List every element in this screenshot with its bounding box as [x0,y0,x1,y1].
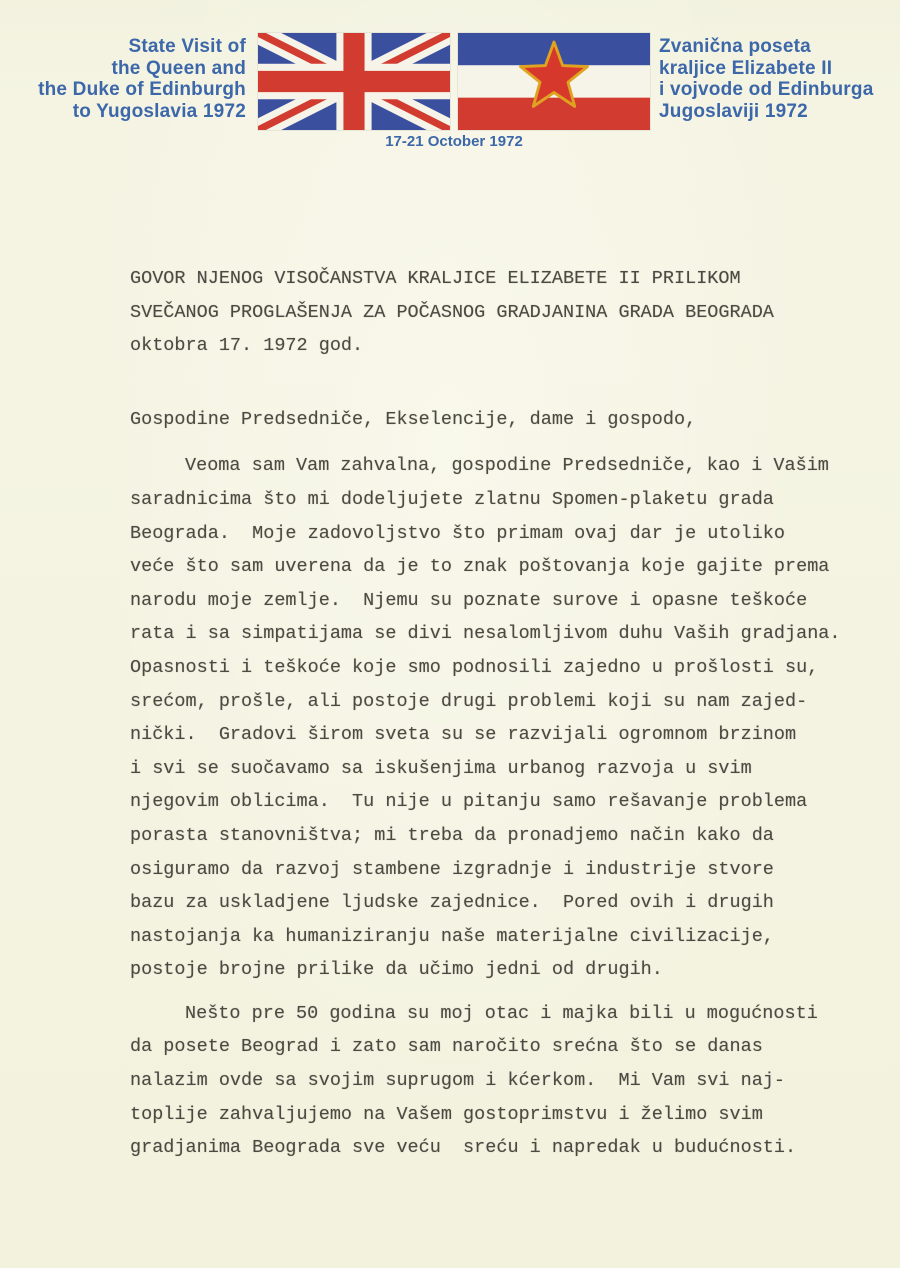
body-line: srećom, prošle, ali postoje drugi problemi koji su nam zajed- [130,690,808,712]
letterhead-line: the Duke of Edinburgh [38,79,246,100]
letterhead-line: kraljice Elizabete II [659,57,833,79]
body-line: njegovim oblicima. Tu nije u pitanju samo rešavanje problema [130,791,808,813]
visit-date: 17-21 October 1972 [385,133,523,150]
body-line: Veoma sam Vam zahvalna, gospodine Predsedniče, kao i Vašim [185,455,829,477]
letterhead-line: Jugoslaviji 1972 [659,100,808,122]
paragraph [130,449,846,987]
yugoslavia-flag-icon [458,33,650,130]
letterhead-line: State Visit of [128,36,246,57]
body-line: i svi se suočavamo sa iskušenjima urbanog razvoja u svim [130,757,752,779]
body-line: narodu moje zemlje. Njemu su poznate surove i opasne teškoće [130,589,808,611]
body-line: da posete Beograd i zato sam naročito srećna što se danas [130,1036,763,1058]
letterhead-serbian-title [659,36,899,122]
speech-title [130,262,846,363]
body-line: nastojanja ka humaniziranju naše materijalne civilizacije, [130,925,774,947]
body-line: saradnicima što mi dodeljujete zlatnu Spomen-plaketu grada [130,488,774,510]
body-line: gradjanima Beograda sve veću sreću i napredak u budućnosti. [130,1137,797,1159]
body-line: Opasnosti i teškoće koje smo podnosili zajedno u prošlosti su, [130,656,819,678]
letterhead-line: to Yugoslavia 1972 [72,100,246,122]
body-line: porasta stanovništva; mi treba da pronadjemo način kako da [130,824,774,846]
body-line: nalazim ovde sa svojim suprugom i kćerkom. Mi Vam svi naj- [130,1070,786,1092]
paragraph [130,997,846,1165]
title-line: GOVOR NJENOG VISOČANSTVA KRALJICE ELIZABETE II PRILIKOM [130,268,741,289]
title-line: oktobra 17. 1972 god. [130,335,364,357]
letterhead-flags [258,33,650,130]
body-line: veće što sam uverena da je to znak poštovanja koje gajite prema [130,556,830,578]
title-line: SVEČANOG PROGLAŠENJA ZA POČASNOG GRADJANINA GRADA BEOGRADA [130,301,774,323]
letterhead-line: the Queen and [111,57,246,79]
typed-speech-body [130,262,846,1165]
body-line: bazu za uskladjene ljudske zajednice. Pored ovih i drugih [130,892,774,914]
body-line: nički. Gradovi širom sveta su se razvijali ogromnom brzinom [130,724,797,746]
body-line: osiguramo da razvoj stambene izgradnje i industrije stvore [130,858,774,880]
uk-flag-icon [258,33,450,130]
salutation [130,403,846,437]
letterhead-line: i vojvode od Edinburga [659,79,874,100]
salutation-line: Gospodine Predsedniče, Ekselencije, dame i gospodo, [130,408,697,430]
letterhead-line: Zvanična poseta [659,36,811,57]
letterhead-english-title [0,36,246,122]
body-line: postoje brojne prilike da učimo jedni od drugih. [130,959,663,981]
body-line: Beograda. Moje zadovoljstvo što primam ovaj dar je utoliko [130,522,786,544]
body-line: rata i sa simpatijama se divi nesalomljivom duhu Vaših gradjana. [130,623,841,645]
body-line: Nešto pre 50 godina su moj otac i majka bili u mogućnosti [185,1002,818,1024]
body-line: toplije zahvaljujemo na Vašem gostoprimstvu i želimo svim [130,1103,763,1125]
